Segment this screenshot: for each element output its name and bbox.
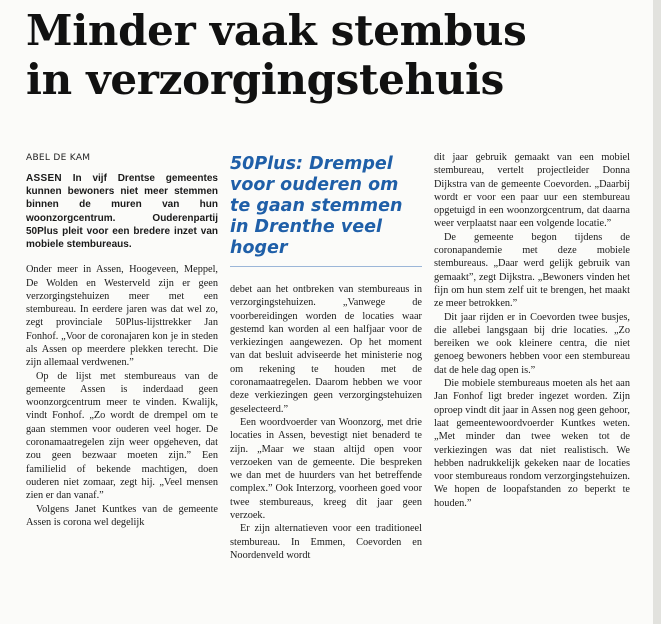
article-intro (26, 172, 218, 251)
paragraph: Volgens Janet Kuntkes van de gemeente Assen is corona wel degelijk (26, 503, 218, 528)
paragraph: Een woordvoerder van Woonzorg, met drie locaties in Assen, bevestigt niet benaderd te zijn. „Maar we staan altijd open voor verzoeken van de gemeente. Die bespreken we dan met de huurders van het betreffende complex.” Ook Interzorg, voorheen goed voor twee stembureaus, kreeg dit jaar geen verzoek. (230, 416, 422, 522)
article-headline (26, 6, 646, 104)
paragraph: debet aan het ontbreken van stembureaus in verzorgingstehuizen. „Vanwege de voorbereidingen worden de locaties waar gestemd kan worden al een halfjaar voor de verkiezingen aangewezen. Op het moment van dat besluit adviseerde het ministerie nog om rekening te houden met de coronamaatregelen. Daarom hebben we voor deze verkiezingen geen verzorgingstehuizen geselecteerd.” (230, 284, 422, 415)
pull-quote-divider (230, 266, 422, 267)
paragraph: dit jaar gebruik gemaakt van een mobiel stembureau, vertelt projectleider Donna Dijkstra van de gemeente Coevorden. „Daarbij wordt er voor een paar uur een stembureau opgetuigd in een woonzorgcentrum, dat daarna weer verplaatst naar een volgende locatie.” (434, 152, 630, 230)
pull-quote: 50Plus: Drempel voor ouderen om te gaan stemmen in Drenthe veel hoger (230, 154, 403, 258)
column-1-body (26, 263, 218, 529)
paragraph: Onder meer in Assen, Hoogeveen, Meppel, De Wolden en Westerveld zijn er geen verzorgingstehuizen meer met een stembureau. In eerdere jaren was dat wel zo, zegt provinciale 50Plus-lijsttrekker Jan Fonhof. „Voor de coronajaren kon je in steden als Assen op meerdere plekken terecht. Die zijn allemaal verdwenen.” (26, 264, 218, 369)
headline-line-2: in verzorgingstehuis (26, 55, 505, 104)
page-edge (653, 0, 661, 624)
byline: ABEL DE KAM (26, 153, 91, 163)
paragraph: De gemeente begon tijdens de coronapandemie met deze mobiele stembureaus. „Daar werd gelijk gebruik van gemaakt”, zegt Dijkstra. „Bewoners vinden het fijn om hun stem zelf uit te brengen, het maakt ze meer betrokken.” (434, 231, 630, 310)
column-2 (230, 283, 422, 562)
paragraph: Die mobiele stembureaus moeten als het aan Jan Fonhof ligt breder ingezet worden. Zijn oproep vindt dit jaar in Assen nog geen gehoor, laat gemeentewoordvoerder Kuntkes weten. „Met minder dan twee weken tot de verkiezingen was dat niet realistisch. We hebben nadrukkelijk gekeken naar de locaties voor stembureaus rondom verzorgingstehuizen. We hopen de loopafstanden zo beperkt te houden.” (434, 378, 630, 509)
paragraph: Dit jaar rijden er in Coevorden twee busjes, die allebei langsgaan bij drie locaties. „Zo bereiken we ook kleinere centra, die niet genoeg bewoners hebben voor een stembureau dat de hele dag open is.” (434, 311, 630, 376)
headline-line-1: Minder vaak stembus (26, 6, 527, 55)
intro-text: In vijf Drentse gemeentes kunnen bewoners niet meer stemmen binnen de muren van hun woonzorgcentrum. Ouderenpartij 50Plus pleit voor een bredere inzet van mobiele stembureaus. (26, 173, 218, 251)
column-1 (26, 172, 218, 529)
paragraph: Er zijn alternatieven voor een traditioneel stembureau. In Emmen, Coevorden en Noordenveld wordt (230, 523, 422, 561)
column-3 (434, 151, 630, 510)
intro-city: ASSEN (26, 173, 62, 184)
paragraph: Op de lijst met stembureaus van de gemeente Assen is inderdaad geen woonzorgcentrum meer te vinden. Kwalijk, vindt Fonhof. „Zo wordt de drempel om te gaan stemmen voor ouderen veel hoger. De coronamaatregelen zijn weer opgeheven, dat zou geen bezwaar moeten zijn.” Een familielid of bekende machtigen, doen ouderen niet zomaar, zegt hij. „Veel mensen zien er dan vanaf.” (26, 370, 218, 502)
